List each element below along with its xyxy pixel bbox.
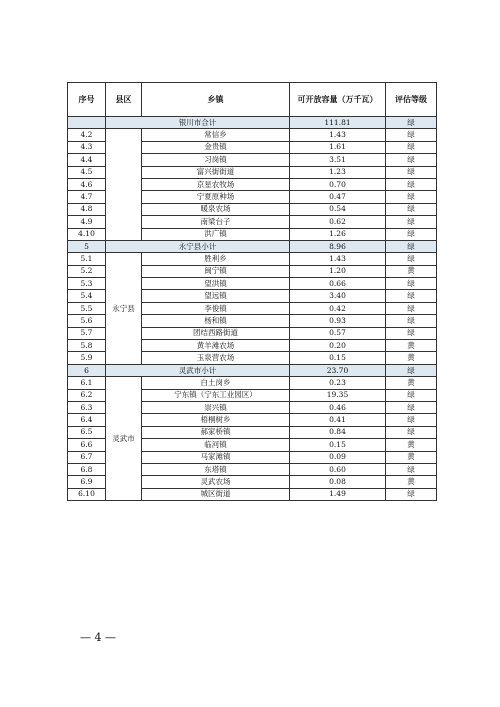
grade-cell: 绿 xyxy=(386,216,437,228)
capacity-cell: 0.15 xyxy=(290,352,386,364)
capacity-cell: 3.40 xyxy=(290,290,386,302)
row-index: 4.5 xyxy=(68,166,106,178)
town-cell: 习岗镇 xyxy=(142,154,290,166)
grade-cell: 绿 xyxy=(386,414,437,426)
capacity-cell: 1.26 xyxy=(290,228,386,240)
town-cell: 郝家桥镇 xyxy=(142,426,290,438)
town-cell: 常信乡 xyxy=(142,129,290,141)
row-index: 6.6 xyxy=(68,439,106,451)
grade-cell: 绿 xyxy=(386,364,437,376)
town-cell: 富兴街街道 xyxy=(142,166,290,178)
grade-cell: 绿 xyxy=(386,463,437,475)
town-cell: 梧桐树乡 xyxy=(142,414,290,426)
subtotal-row xyxy=(68,117,437,129)
town-cell: 玉泉营农场 xyxy=(142,352,290,364)
town-cell: 团结西路街道 xyxy=(142,327,290,339)
page-number: — 4 — xyxy=(80,631,116,644)
town-cell: 城区街道 xyxy=(142,488,290,500)
capacity-cell: 3.51 xyxy=(290,154,386,166)
header-county: 县区 xyxy=(106,83,142,117)
town-cell: 洪广镇 xyxy=(142,228,290,240)
table-row xyxy=(68,129,437,141)
grade-cell: 绿 xyxy=(386,166,437,178)
row-index: 5.7 xyxy=(68,327,106,339)
town-cell: 望远镇 xyxy=(142,290,290,302)
grade-cell: 黄 xyxy=(386,340,437,352)
row-index: 6.9 xyxy=(68,476,106,488)
capacity-table xyxy=(67,82,437,501)
capacity-cell: 0.70 xyxy=(290,178,386,190)
capacity-cell: 111.81 xyxy=(290,117,386,129)
row-index xyxy=(68,117,106,129)
row-index: 6.4 xyxy=(68,414,106,426)
subtotal-row xyxy=(68,364,437,376)
capacity-cell: 1.43 xyxy=(290,253,386,265)
row-index: 5.8 xyxy=(68,340,106,352)
grade-cell: 黄 xyxy=(386,451,437,463)
capacity-cell: 23.70 xyxy=(290,364,386,376)
capacity-cell: 0.66 xyxy=(290,278,386,290)
town-cell: 黄羊滩农场 xyxy=(142,340,290,352)
row-index: 6.5 xyxy=(68,426,106,438)
grade-cell: 绿 xyxy=(386,426,437,438)
capacity-cell: 8.96 xyxy=(290,240,386,252)
header-town: 乡镇 xyxy=(142,83,290,117)
row-index: 6.2 xyxy=(68,389,106,401)
row-index: 5 xyxy=(68,240,106,252)
grade-cell: 绿 xyxy=(386,178,437,190)
town-cell: 灵武农场 xyxy=(142,476,290,488)
capacity-cell: 0.46 xyxy=(290,401,386,413)
capacity-cell: 1.20 xyxy=(290,265,386,277)
capacity-cell: 1.43 xyxy=(290,129,386,141)
county-cell: 灵武市 xyxy=(106,377,142,501)
row-index: 4.9 xyxy=(68,216,106,228)
grade-cell: 绿 xyxy=(386,389,437,401)
town-cell: 金贵镇 xyxy=(142,141,290,153)
row-index: 6 xyxy=(68,364,106,376)
capacity-cell: 1.49 xyxy=(290,488,386,500)
grade-cell: 黄 xyxy=(386,265,437,277)
town-cell: 白土岗乡 xyxy=(142,377,290,389)
capacity-cell: 1.23 xyxy=(290,166,386,178)
capacity-cell: 0.57 xyxy=(290,327,386,339)
row-index: 6.1 xyxy=(68,377,106,389)
town-cell: 胜利乡 xyxy=(142,253,290,265)
row-index: 4.6 xyxy=(68,178,106,190)
row-index: 5.4 xyxy=(68,290,106,302)
capacity-cell: 0.09 xyxy=(290,451,386,463)
subtotal-label: 银川市合计 xyxy=(106,117,290,129)
capacity-cell: 0.20 xyxy=(290,340,386,352)
grade-cell: 绿 xyxy=(386,278,437,290)
grade-cell: 绿 xyxy=(386,401,437,413)
town-cell: 李俊镇 xyxy=(142,302,290,314)
grade-cell: 黄 xyxy=(386,377,437,389)
town-cell: 东塔镇 xyxy=(142,463,290,475)
row-index: 5.3 xyxy=(68,278,106,290)
grade-cell: 绿 xyxy=(386,203,437,215)
table-header-row xyxy=(68,83,437,117)
row-index: 6.7 xyxy=(68,451,106,463)
subtotal-label: 永宁县小计 xyxy=(106,240,290,252)
row-index: 5.5 xyxy=(68,302,106,314)
grade-cell: 黄 xyxy=(386,439,437,451)
grade-cell: 绿 xyxy=(386,240,437,252)
town-cell: 临河镇 xyxy=(142,439,290,451)
row-index: 4.3 xyxy=(68,141,106,153)
table-row xyxy=(68,377,437,389)
row-index: 4.10 xyxy=(68,228,106,240)
capacity-cell: 0.93 xyxy=(290,315,386,327)
grade-cell: 绿 xyxy=(386,488,437,500)
town-cell: 宁东镇（宁东工业园区） xyxy=(142,389,290,401)
town-cell: 闽宁镇 xyxy=(142,265,290,277)
county-cell: 永宁县 xyxy=(106,253,142,365)
capacity-cell: 0.54 xyxy=(290,203,386,215)
header-index: 序号 xyxy=(68,83,106,117)
grade-cell: 绿 xyxy=(386,191,437,203)
grade-cell: 绿 xyxy=(386,302,437,314)
grade-cell: 黄 xyxy=(386,352,437,364)
row-index: 4.2 xyxy=(68,129,106,141)
town-cell: 马家滩镇 xyxy=(142,451,290,463)
grade-cell: 绿 xyxy=(386,327,437,339)
capacity-cell: 0.23 xyxy=(290,377,386,389)
row-index: 6.8 xyxy=(68,463,106,475)
subtotal-row xyxy=(68,240,437,252)
row-index: 5.1 xyxy=(68,253,106,265)
row-index: 4.4 xyxy=(68,154,106,166)
town-cell: 宁夏原种场 xyxy=(142,191,290,203)
town-cell: 暖泉农场 xyxy=(142,203,290,215)
header-capacity: 可开放容量（万千瓦） xyxy=(290,83,386,117)
header-grade: 评估等级 xyxy=(386,83,437,117)
capacity-cell: 0.60 xyxy=(290,463,386,475)
grade-cell: 绿 xyxy=(386,315,437,327)
subtotal-label: 灵武市小计 xyxy=(106,364,290,376)
capacity-cell: 0.47 xyxy=(290,191,386,203)
grade-cell: 绿 xyxy=(386,117,437,129)
row-index: 6.3 xyxy=(68,401,106,413)
town-cell: 南梁台子 xyxy=(142,216,290,228)
capacity-cell: 0.15 xyxy=(290,439,386,451)
grade-cell: 绿 xyxy=(386,228,437,240)
row-index: 5.9 xyxy=(68,352,106,364)
grade-cell: 绿 xyxy=(386,253,437,265)
town-cell: 崇兴镇 xyxy=(142,401,290,413)
town-cell: 杨和镇 xyxy=(142,315,290,327)
town-cell: 望洪镇 xyxy=(142,278,290,290)
county-cell xyxy=(106,129,142,241)
row-index: 4.8 xyxy=(68,203,106,215)
row-index: 5.6 xyxy=(68,315,106,327)
grade-cell: 绿 xyxy=(386,129,437,141)
capacity-cell: 1.61 xyxy=(290,141,386,153)
row-index: 5.2 xyxy=(68,265,106,277)
capacity-cell: 0.42 xyxy=(290,302,386,314)
grade-cell: 绿 xyxy=(386,154,437,166)
row-index: 6.10 xyxy=(68,488,106,500)
capacity-cell: 0.08 xyxy=(290,476,386,488)
grade-cell: 黄 xyxy=(386,476,437,488)
capacity-cell: 0.41 xyxy=(290,414,386,426)
table-row xyxy=(68,253,437,265)
capacity-cell: 0.84 xyxy=(290,426,386,438)
grade-cell: 绿 xyxy=(386,141,437,153)
grade-cell: 绿 xyxy=(386,290,437,302)
capacity-cell: 0.62 xyxy=(290,216,386,228)
row-index: 4.7 xyxy=(68,191,106,203)
table-body xyxy=(68,117,437,501)
town-cell: 京星农牧场 xyxy=(142,178,290,190)
capacity-cell: 19.35 xyxy=(290,389,386,401)
